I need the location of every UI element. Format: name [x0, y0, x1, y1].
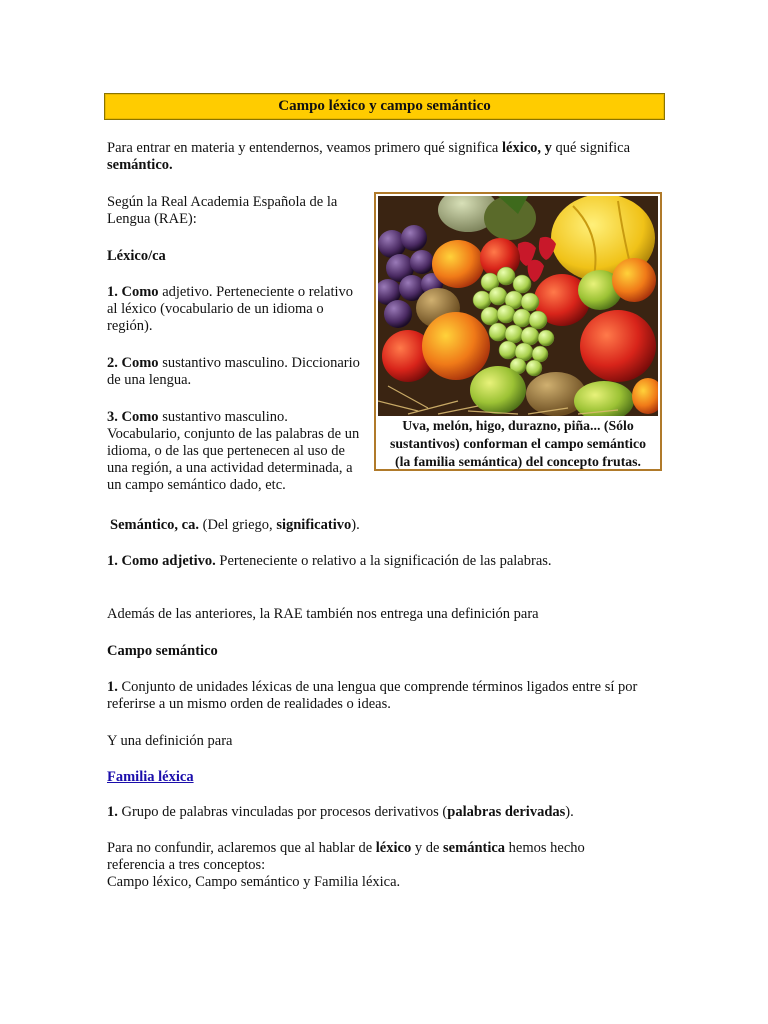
- lexico-heading-text: Léxico/ca: [107, 248, 166, 264]
- familia-lexica-link[interactable]: Familia léxica: [107, 769, 194, 785]
- fruit-illustration: [378, 196, 658, 416]
- lexico-definition-2: [107, 355, 360, 389]
- lexico-definition-1: [107, 284, 353, 335]
- intro-bold-lexico: léxico, y: [501, 140, 552, 156]
- def3-line4: una región, a una actividad determinada, a: [107, 460, 353, 476]
- sem-def-text: Perteneciente o relativo a la significación de las palabras.: [215, 553, 552, 569]
- campo-def-number: 1.: [107, 679, 118, 695]
- lexico-definition-3: [107, 409, 359, 494]
- campo-def-line1: Conjunto de unidades léxicas de una lengua que comprende términos ligados entre sí por: [117, 679, 638, 695]
- rae-intro: [107, 194, 337, 228]
- def1-line3: región).: [107, 318, 153, 334]
- conclusion-line-2: referencia a tres conceptos:: [107, 857, 266, 873]
- def3-number: 3. Como: [107, 409, 159, 425]
- semantico-heading: [110, 517, 360, 534]
- conclusion-text-1: Para no confundir, aclaremos que al hablar de: [107, 840, 376, 856]
- semantico-definition: [107, 553, 552, 570]
- def2-line2: de una lengua.: [107, 372, 192, 388]
- sem-def-bold: 1. Como adjetivo.: [107, 553, 216, 569]
- campo-def-line2: referirse a un mismo orden de realidades o ideas.: [107, 696, 391, 712]
- def3-line2: Vocabulario, conjunto de las palabras de un: [107, 426, 360, 442]
- caption-line1: Uva, melón, higo, durazno, piña... (Sólo: [402, 418, 634, 433]
- def2-number: 2. Como: [107, 355, 159, 371]
- conclusion-bold-lexico: léxico: [375, 840, 412, 856]
- familia-def-number: 1.: [107, 804, 118, 820]
- conclusion-text-3: hemos hecho: [505, 840, 585, 856]
- familia-def-text-2: ).: [565, 804, 574, 820]
- semantico-text-2: ).: [351, 517, 360, 533]
- semantico-bold: Semántico, ca.: [110, 517, 199, 533]
- familia-definition: [107, 804, 574, 821]
- conclusion-paragraph: [107, 840, 585, 891]
- familia-paragraph: [107, 769, 194, 786]
- fruit-photo: [378, 196, 658, 416]
- fruit-figure: [374, 192, 662, 471]
- def1-line1: adjetivo. Perteneciente o relativo: [158, 284, 354, 300]
- def1-line2: al léxico (vocabulario de un idioma o: [107, 301, 324, 317]
- campo-heading: [107, 643, 218, 660]
- intro-text: Para entrar en materia y entendernos, veamos primero qué significa: [107, 140, 502, 156]
- def3-line1: sustantivo masculino.: [158, 409, 288, 425]
- def1-number: 1. Como: [107, 284, 159, 300]
- conclusion-text-2: y de: [411, 840, 444, 856]
- semantico-bold-2: significativo: [276, 517, 352, 533]
- familia-def-bold: palabras derivadas: [447, 804, 566, 820]
- conclusion-bold-semantica: semántica: [443, 840, 506, 856]
- semantico-text: (Del griego,: [199, 517, 277, 533]
- def3-line3: idioma, o de las que pertenecen al uso de: [107, 443, 345, 459]
- caption-line2: sustantivos) conforman el campo semántico: [390, 436, 646, 451]
- conclusion-line-3: Campo léxico, Campo semántico y Familia léxica.: [107, 874, 401, 890]
- intro-paragraph: [107, 140, 630, 174]
- intro-text-2: qué significa: [551, 140, 631, 156]
- rae-intro-line2: Lengua (RAE):: [107, 211, 197, 227]
- campo-heading-text: Campo semántico: [107, 643, 218, 659]
- intro-bold-semantico: semántico.: [107, 157, 173, 173]
- campo-definition: [107, 679, 637, 713]
- def3-line5: un campo semántico dado, etc.: [107, 477, 286, 493]
- page-title: Campo léxico y campo semántico: [104, 93, 665, 120]
- caption-line3: (la familia semántica) del concepto frutas.: [395, 454, 641, 469]
- figure-caption: [376, 417, 660, 471]
- familia-def-text: Grupo de palabras vinculadas por procesos derivativos (: [117, 804, 448, 820]
- y-una-paragraph: Y una definición para: [107, 733, 233, 749]
- ademas-paragraph: Además de las anteriores, la RAE también nos entrega una definición para: [107, 606, 539, 622]
- def2-line1: sustantivo masculino. Diccionario: [158, 355, 360, 371]
- rae-intro-line1: Según la Real Academia Española de la: [107, 194, 338, 210]
- lexico-heading: [107, 248, 166, 265]
